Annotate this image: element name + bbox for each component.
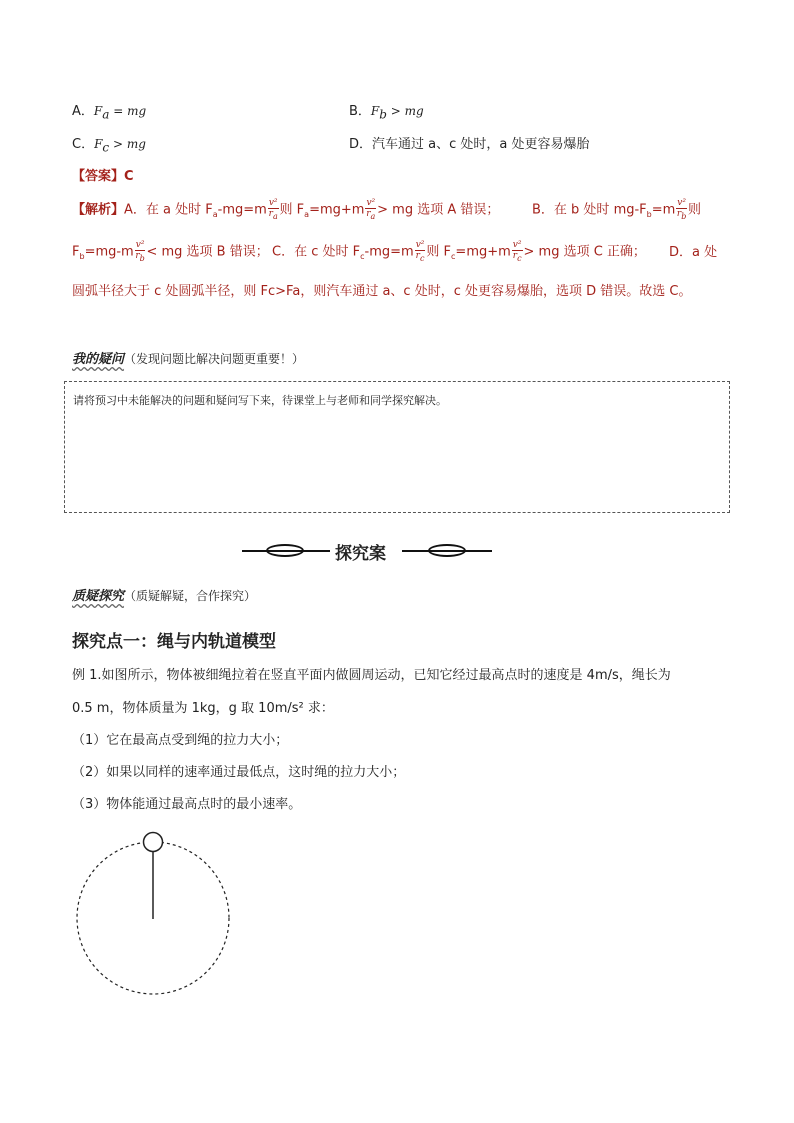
example-line-1: 例 1.如图所示，物体被细绳拉着在竖直平面内做圆周运动，已知它经过最高点时的速度是 4m/s，绳长为 bbox=[72, 668, 671, 683]
option-d: D．汽车通过 a、c 处时，a 处更容易爆胎 bbox=[349, 137, 590, 152]
option-b: B．$F_b$ > mg bbox=[349, 104, 424, 122]
explore-title: 质疑探究 bbox=[72, 589, 125, 604]
analysis-line-1: 【解析】A．在 a 处时 $F_a-mg=m$ $\frac{\text{v²}}{r_a}$ 则 $F_a=mg+m$ $\frac{\text{v²}}{r_a}$ > mg 选项 A 错误； bbox=[72, 198, 500, 221]
object-ball bbox=[144, 833, 163, 852]
fraction: $\frac{\text{v²}}{r_b}$ bbox=[676, 198, 687, 221]
doubt-heading bbox=[72, 348, 304, 367]
analysis-line-2b: C．在 c 处时 $F_c-mg=m$ $\frac{\text{v²}}{r_c}$ 则 $F_c=mg+m$ $\frac{\text{v²}}{r_c}$ > mg 选项 C 正确； bbox=[272, 240, 646, 263]
answer-value: C bbox=[124, 169, 134, 184]
explore-heading bbox=[72, 585, 256, 604]
doubt-prompt: 请将预习中未能解决的问题和疑问写下来，待课堂上与老师和同学探究解决。 bbox=[73, 394, 447, 407]
ornament-knot bbox=[266, 544, 304, 557]
explore-subtitle: （质疑解疑，合作探究） bbox=[124, 589, 257, 603]
fraction: $\frac{\text{v²}}{r_a}$ bbox=[366, 198, 376, 221]
example-line-2: 0.5 m，物体质量为 1kg，g 取 10m/s² 求： bbox=[72, 701, 334, 716]
question-1: （1）它在最高点受到绳的拉力大小； bbox=[72, 733, 289, 748]
analysis-line-3: 圆弧半径大于 c 处圆弧半径，则 Fc>Fa，则汽车通过 a、c 处时，c 处更容易爆胎，选项 D 错误。故选 C。 bbox=[72, 284, 692, 299]
fraction: $\frac{\text{v²}}{r_c}$ bbox=[415, 240, 425, 263]
analysis-line-1b: B．在 b 处时 $mg-F_b=m$ $\frac{\text{v²}}{r_b}$ 则 bbox=[532, 198, 702, 221]
ornament-knot bbox=[428, 544, 466, 557]
option-a: A．$F_a$ = mg bbox=[72, 104, 147, 122]
option-c: C．$F_c$ > mg bbox=[72, 137, 146, 155]
question-3: （3）物体能通过最高点时的最小速率。 bbox=[72, 797, 302, 812]
doubt-box[interactable] bbox=[64, 381, 730, 513]
circular-motion-diagram bbox=[70, 828, 240, 1003]
answer-line bbox=[72, 165, 134, 184]
point1-title: 探究点一：绳与内轨道模型 bbox=[72, 632, 276, 652]
fraction: $\frac{\text{v²}}{r_a}$ bbox=[268, 198, 278, 221]
analysis-line-2: $F_b=mg-m$ $\frac{\text{v²}}{r_b}$ < mg 选项 B 错误； bbox=[72, 240, 269, 263]
doubt-subtitle: （发现问题比解决问题更重要！） bbox=[124, 352, 305, 366]
doubt-title: 我的疑问 bbox=[72, 352, 125, 367]
section-title: 探究案 bbox=[335, 544, 386, 564]
fraction: $\frac{\text{v²}}{r_c}$ bbox=[512, 240, 522, 263]
fraction: $\frac{\text{v²}}{r_b}$ bbox=[135, 240, 145, 263]
answer-label: 【答案】 bbox=[72, 169, 125, 184]
question-2: （2）如果以同样的速率通过最低点，这时绳的拉力大小； bbox=[72, 765, 406, 780]
analysis-line-2c: D．a 处 bbox=[669, 245, 718, 260]
